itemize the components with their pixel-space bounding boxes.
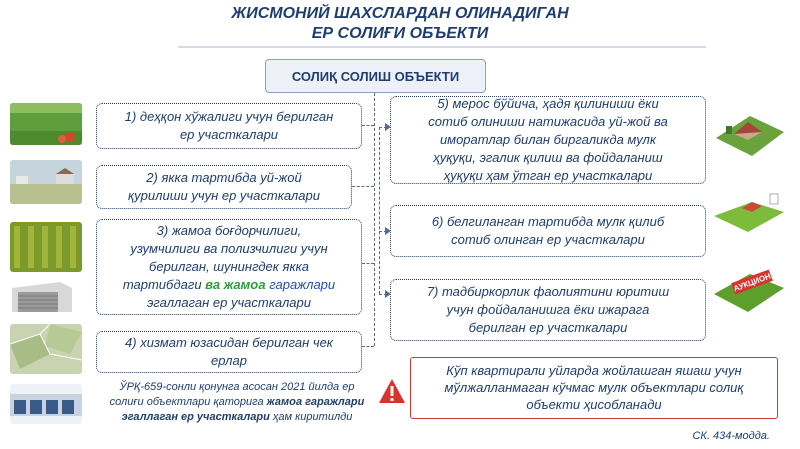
tax-object-header: СОЛИҚ СОЛИШ ОБЪЕКТИ — [265, 59, 486, 93]
connector-left-3 — [362, 263, 374, 264]
farm-field-image — [10, 103, 82, 145]
orchard-image — [10, 222, 82, 272]
apartment-note: Кўп квартирали уйларда жойлашган яшаш учун мўлжалланмаган кўчмас мулк объектлари солиқ объекти ҳисобланади — [410, 357, 778, 419]
tax-object-item-6: 6) белгиланган тартибда мулк қилиб сотиб олинган ер участкалари — [390, 205, 706, 257]
tax-object-item-5: 5) мерос бўйича, ҳадя қилиниши ёки сотиб олиниши натижасида уй-жой ва иморатлар билан биргаликда мулк ҳуқуқи, эгалик қилиш ва фойдаланиш ҳуқуқи ҳам ўтган ер участкалари — [390, 96, 706, 184]
auction-plot-image — [712, 262, 786, 318]
purchased-plot-image — [712, 190, 786, 236]
inherited-house-image — [712, 108, 786, 160]
title-divider — [178, 46, 706, 48]
page-title — [0, 4, 800, 44]
law-note: ЎРҚ-659-сонли қонунга асосан 2021 йилда ер солиғи объектлари қаторига жамоа гаражлари эгаллаган ер участкалари ҳам киритилди — [109, 381, 365, 423]
garage-row-image — [10, 384, 82, 424]
connector-left-4 — [362, 346, 374, 347]
tax-object-item-1: 1) деҳқон хўжалиги учун берилган ер участкалари — [96, 103, 362, 149]
source-reference: СК. 434-модда. — [692, 430, 770, 442]
tax-object-item-2: 2) якка тартибда уй-жой қурилиши учун ер участкалари — [96, 165, 352, 209]
title-line-1: ЖИСМОНИЙ ШАХСЛАРДАН ОЛИНАДИГАН — [231, 5, 569, 22]
connector-left-trunk — [374, 93, 375, 346]
highlight-green: ва жамоа — [205, 277, 266, 292]
connector-right-trunk — [379, 127, 380, 294]
garage-image — [10, 278, 74, 316]
land-map-image — [10, 324, 82, 374]
tax-object-item-7: 7) тадбиркорлик фаолиятини юритиш учун фойдаланишга ёки ижарага берилган ер участкалари — [390, 279, 706, 341]
tax-object-item-4: 4) хизмат юзасидан берилган чек ерлар — [96, 331, 362, 373]
warning-icon — [378, 377, 406, 405]
connector-left-2 — [352, 186, 374, 187]
auction-sign: АУКЦИОН — [732, 271, 773, 294]
house-plot-image — [10, 160, 82, 204]
highlight-garages: гаражлари — [265, 277, 336, 292]
title-line-2: ЕР СОЛИҒИ ОБЪЕКТИ — [311, 25, 489, 42]
tax-object-item-3: 3) жамоа боғдорчилиги, узумчилиги ва полизчилиги учун берилган, шунингдек якка тартибдаги ва жамоа гаражлари эгаллаган ер участкалари — [96, 219, 362, 315]
connector-left-1 — [362, 125, 374, 126]
